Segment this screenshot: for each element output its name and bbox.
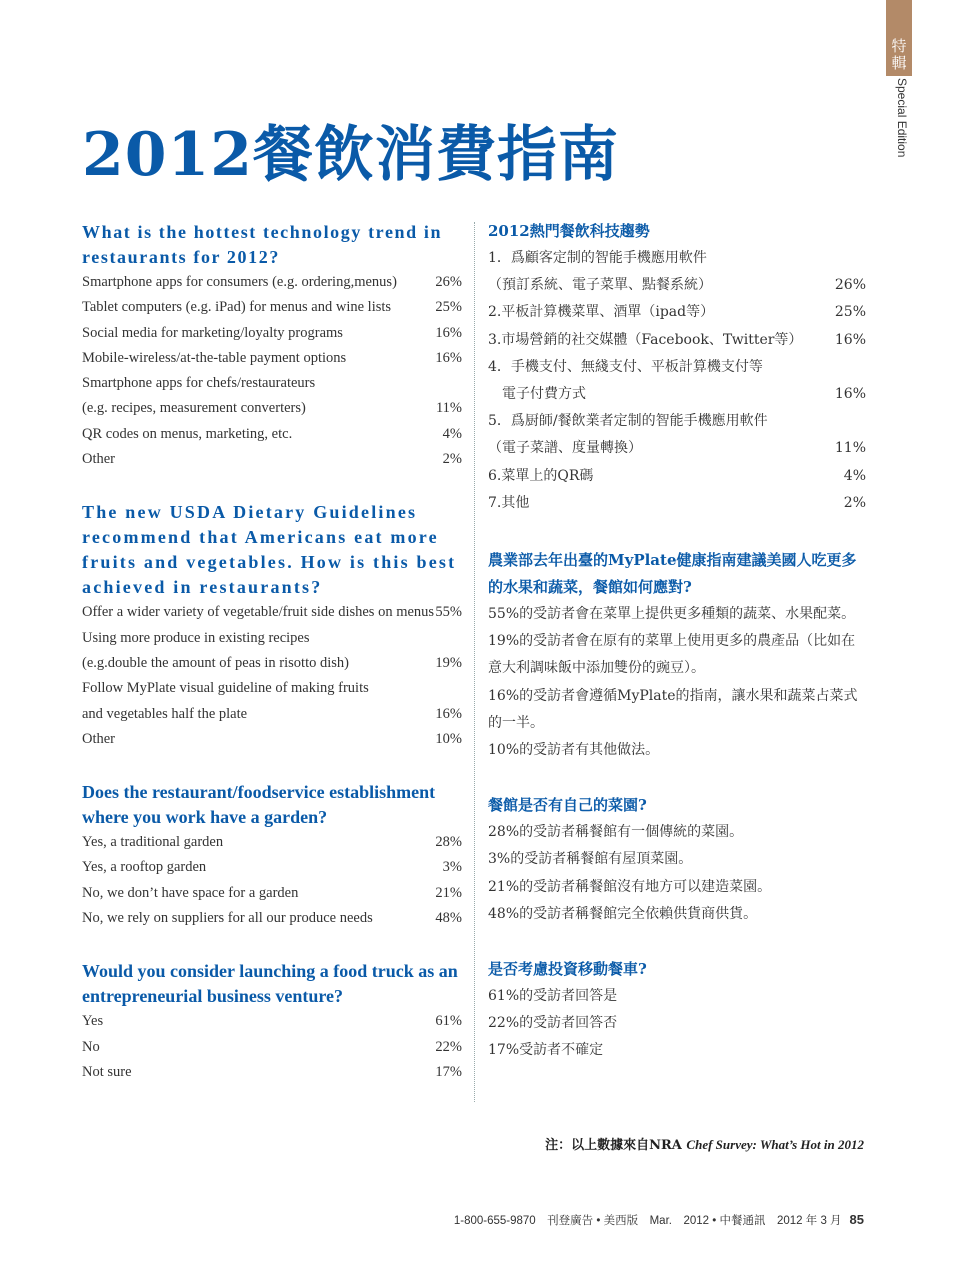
source-note-title: Chef Survey: What’s Hot in 2012 bbox=[686, 1137, 864, 1152]
answer-percent: 4% bbox=[442, 425, 462, 442]
page-footer bbox=[454, 1212, 864, 1228]
answer-text: Yes bbox=[82, 1013, 104, 1030]
answer-row bbox=[82, 881, 462, 906]
answer-text: Yes, a traditional garden bbox=[82, 834, 224, 851]
answer-text: Tablet computers (e.g. iPad) for menus and wine lists bbox=[82, 299, 392, 316]
answer-text: (e.g.double the amount of peas in risotto dish) bbox=[82, 654, 349, 671]
answer-percent: 16% bbox=[435, 324, 462, 341]
answer-text: and vegetables half the plate bbox=[82, 705, 248, 722]
question-heading: 2012熱門餐飲科技趨勢 bbox=[488, 222, 650, 240]
answer-text: 3.市場營銷的社交媒體（Facebook、Twitter等） bbox=[488, 331, 803, 348]
answer-paragraphs bbox=[488, 983, 866, 1065]
answer-row bbox=[82, 1060, 462, 1085]
answer-row bbox=[82, 855, 462, 880]
answer-row bbox=[488, 435, 866, 462]
section-tab-english-label: Special Edition bbox=[895, 78, 909, 158]
chinese-column bbox=[488, 218, 866, 1065]
answer-text: 1．爲顧客定制的智能手機應用軟件 bbox=[488, 250, 707, 266]
answer-row bbox=[82, 600, 462, 625]
answer-text: 6.菜單上的QR碼 bbox=[488, 467, 594, 484]
answer-text: Other bbox=[82, 451, 116, 468]
answer-percent: 25% bbox=[435, 299, 462, 316]
answer-list bbox=[82, 830, 462, 931]
answer-row bbox=[82, 676, 462, 701]
question-heading: Does the restaurant/foodservice establishment where you work have a garden? bbox=[82, 782, 436, 828]
answer-percent: 2% bbox=[442, 451, 462, 468]
question-heading: 農業部去年出臺的MyPlate健康指南建議美國人吃更多的水果和蔬菜，餐館如何應對? bbox=[488, 551, 857, 597]
answer-text: 4．手機支付、無綫支付、平板計算機支付等 bbox=[488, 358, 763, 375]
answer-row bbox=[82, 371, 462, 396]
answer-row bbox=[82, 295, 462, 320]
answer-percent: 26% bbox=[834, 277, 866, 294]
answer-line: 17%受訪者不確定 bbox=[488, 1042, 604, 1059]
answer-text: Not sure bbox=[82, 1063, 132, 1080]
answer-text: Other bbox=[82, 730, 116, 747]
answer-list bbox=[82, 1009, 462, 1085]
answer-text: （預訂系統、電子菜單、點餐系統） bbox=[488, 277, 712, 294]
answer-text: Offer a wider variety of vegetable/fruit side dishes on menus bbox=[82, 604, 435, 621]
answer-text: 2.平板計算機菜單、酒單（ipad等） bbox=[488, 304, 715, 321]
answer-percent: 2% bbox=[843, 494, 866, 511]
answer-row bbox=[82, 396, 462, 421]
answer-percent: 4% bbox=[843, 467, 866, 484]
answer-line: 19%的受訪者會在原有的菜單上使用更多的農產品（比如在意大利調味飯中添加雙份的豌豆）。 bbox=[488, 633, 856, 677]
answer-row bbox=[82, 906, 462, 931]
answer-percent: 28% bbox=[435, 834, 462, 851]
answer-percent: 22% bbox=[435, 1038, 462, 1055]
answer-row bbox=[82, 702, 462, 727]
answer-row bbox=[488, 327, 866, 354]
answer-list bbox=[488, 245, 866, 517]
page-number: 85 bbox=[849, 1212, 864, 1227]
question-heading: Would you consider launching a food truck as an entrepreneurial business venture? bbox=[82, 961, 458, 1007]
source-note-prefix: 注：以上數據來自NRA bbox=[545, 1138, 687, 1153]
answer-row bbox=[488, 408, 866, 435]
source-note bbox=[545, 1134, 864, 1153]
answer-text: Follow MyPlate visual guideline of making fruits bbox=[82, 680, 369, 697]
column-divider bbox=[474, 222, 475, 1102]
answer-percent: 17% bbox=[435, 1063, 462, 1080]
answer-text: No, we rely on suppliers for all our produce needs bbox=[82, 910, 373, 927]
answer-percent: 55% bbox=[435, 604, 462, 621]
answer-list bbox=[82, 600, 462, 752]
answer-text: Smartphone apps for chefs/restaurateurs bbox=[82, 375, 316, 392]
answer-row bbox=[82, 321, 462, 346]
page-title: 2012餐飲消費指南 bbox=[82, 120, 619, 190]
answer-percent: 26% bbox=[435, 274, 462, 290]
answer-text: Social media for marketing/loyalty programs bbox=[82, 324, 343, 341]
answer-line: 61%的受訪者回答是 bbox=[488, 988, 618, 1005]
answer-text: No bbox=[82, 1038, 100, 1055]
answer-row bbox=[488, 299, 866, 326]
answer-row bbox=[488, 245, 866, 272]
answer-row bbox=[82, 626, 462, 651]
section-tab bbox=[886, 0, 912, 76]
answer-line: 16%的受訪者會遵循MyPlate的指南，讓水果和蔬菜占菜式的一半。 bbox=[488, 687, 858, 731]
answer-row bbox=[82, 422, 462, 447]
answer-line: 10%的受訪者有其他做法。 bbox=[488, 742, 660, 759]
answer-percent: 19% bbox=[435, 654, 462, 671]
answer-percent: 16% bbox=[834, 386, 866, 403]
section-tab-english bbox=[890, 78, 914, 168]
answer-percent: 16% bbox=[834, 331, 866, 348]
answer-row bbox=[82, 830, 462, 855]
answer-percent: 16% bbox=[435, 705, 462, 722]
footer-text: 1-800-655-9870 刊登廣告 • 美西版 Mar. 2012 • 中餐通訊 2012 年 3 月 bbox=[453, 1215, 842, 1227]
answer-line: 3%的受訪者稱餐館有屋頂菜園。 bbox=[488, 851, 693, 868]
answer-text: Smartphone apps for consumers (e.g. ordering,menus) bbox=[82, 274, 397, 290]
answer-text: Yes, a rooftop garden bbox=[82, 859, 207, 876]
answer-row bbox=[488, 272, 866, 299]
answer-line: 22%的受訪者回答否 bbox=[488, 1015, 618, 1032]
answer-text: 5．爲厨師/餐飲業者定制的智能手機應用軟件 bbox=[488, 413, 768, 430]
answer-row bbox=[488, 381, 866, 408]
answer-line: 48%的受訪者稱餐館完全依賴供貨商供貨。 bbox=[488, 905, 758, 922]
answer-percent: 21% bbox=[435, 884, 462, 901]
answer-row bbox=[82, 1009, 462, 1034]
answer-percent: 11% bbox=[834, 440, 866, 457]
answer-row bbox=[488, 354, 866, 381]
answer-paragraphs bbox=[488, 819, 866, 928]
answer-row bbox=[82, 727, 462, 752]
answer-percent: 25% bbox=[834, 304, 866, 321]
question-heading: The new USDA Dietary Guidelines recommend that Americans eat more fruits and vegetables. How is this best achieved in restaurants? bbox=[82, 502, 457, 598]
answer-percent: 48% bbox=[435, 910, 462, 927]
answer-percent: 16% bbox=[435, 349, 462, 366]
answer-percent: 10% bbox=[435, 730, 462, 747]
answer-text: (e.g. recipes, measurement converters) bbox=[82, 400, 306, 417]
answer-row bbox=[488, 463, 866, 490]
answer-text: （電子菜譜、度量轉換） bbox=[488, 440, 642, 457]
answer-line: 55%的受訪者會在菜單上提供更多種類的蔬菜、水果配菜。 bbox=[488, 606, 856, 623]
answer-percent: 3% bbox=[442, 859, 462, 876]
answer-row bbox=[82, 270, 462, 295]
answer-text: Mobile-wireless/at-the-table payment options bbox=[82, 349, 347, 366]
answer-percent: 11% bbox=[435, 400, 462, 417]
answer-text: Using more produce in existing recipes bbox=[82, 629, 310, 646]
question-heading: What is the hottest technology trend in restaurants for 2012? bbox=[82, 222, 443, 267]
answer-list bbox=[82, 270, 462, 472]
answer-row bbox=[82, 651, 462, 676]
answer-text: No, we don’t have space for a garden bbox=[82, 884, 299, 901]
answer-text: 7.其他 bbox=[488, 494, 530, 511]
answer-row bbox=[82, 447, 462, 472]
answer-row bbox=[82, 346, 462, 371]
answer-text: 電子付費方式 bbox=[502, 386, 586, 403]
answer-percent: 61% bbox=[435, 1013, 462, 1030]
question-heading: 是否考慮投資移動餐車? bbox=[488, 960, 647, 979]
section-tab-label: 特輯 bbox=[891, 37, 907, 72]
answer-line: 21%的受訪者稱餐館沒有地方可以建造菜園。 bbox=[488, 878, 772, 895]
answer-row bbox=[488, 490, 866, 517]
english-column bbox=[82, 220, 462, 1085]
answer-text: QR codes on menus, marketing, etc. bbox=[82, 425, 293, 442]
question-heading: 餐館是否有自己的菜園? bbox=[488, 796, 647, 815]
answer-row bbox=[82, 1035, 462, 1060]
answer-line: 28%的受訪者稱餐館有一個傳統的菜園。 bbox=[488, 824, 744, 841]
answer-paragraphs bbox=[488, 601, 866, 764]
